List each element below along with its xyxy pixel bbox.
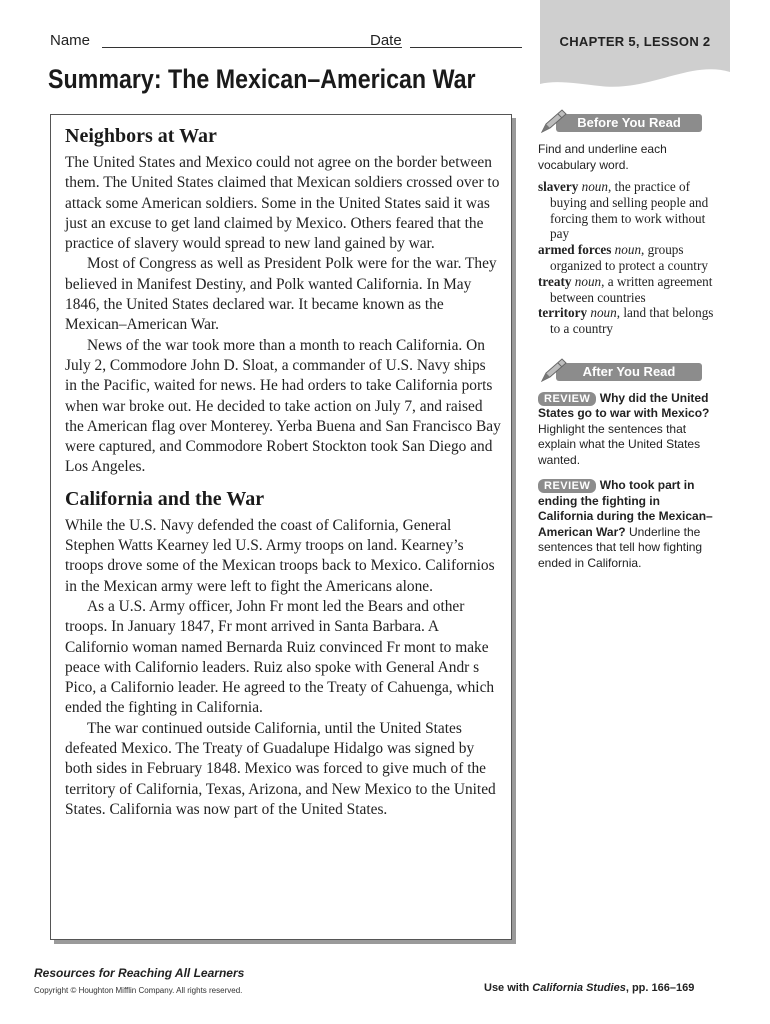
vocab-definition: , groups organized to protect a country	[550, 242, 708, 273]
book-title: California Studies	[532, 982, 626, 994]
copyright: Copyright © Houghton Mifflin Company. All rights reserved.	[34, 986, 243, 995]
use-with-prefix: Use with	[484, 982, 533, 994]
before-you-read-banner	[538, 108, 706, 134]
header-row	[50, 32, 526, 52]
vocab-item	[538, 274, 718, 306]
footer-reference	[484, 982, 694, 994]
name-label: Name	[50, 32, 91, 49]
pencil-icon	[538, 357, 568, 385]
after-you-read-banner	[538, 357, 706, 383]
vocab-definition: , land that belongs to a country	[550, 305, 714, 337]
vocab-definition: , a written agreement between countries	[550, 273, 713, 305]
section-heading-neighbors: Neighbors at War	[65, 125, 217, 147]
section-heading-california: California and the War	[65, 487, 265, 510]
paragraph: As a U.S. Army officer, John Fr mont led the Bears and other troops. In January 1847, Fr mont arrived in Santa Barbara. A Californio woman named Bernarda Ruiz convinced Fr mont to make peace with Californio leaders. Ruiz also spoke with General Andr s Pico, a Californio leader. He agreed to the Treaty of Cahuenga, which ended the fighting in California.	[65, 597, 495, 717]
vocab-term: territory	[538, 305, 588, 321]
paragraph: Most of Congress as well as President Polk were for the war. They believed in Manifest Destiny, and Polk wanted California. In May 1846, the United States declared war. It became known as the Mexican–American War.	[65, 255, 497, 334]
page-title: Summary: The Mexican–American War	[48, 64, 476, 94]
vocab-pos: noun	[581, 179, 608, 194]
paragraph: While the U.S. Navy defended the coast of California, General Stephen Watts Kearney led U.S. Army troops on land. Kearney’s troops drove some of the Mexican troops back to Mexico. Californios in the Mexican army were left to fight the Americans alone.	[65, 516, 495, 595]
vocab-list	[538, 179, 718, 337]
vocab-item	[538, 305, 718, 337]
vocab-definition: , the practice of buying and selling people and forcing them to work without pay	[550, 179, 709, 242]
review-badge: REVIEW	[538, 392, 596, 406]
vocab-pos: noun	[590, 305, 617, 321]
footer-left	[34, 966, 244, 995]
chapter-tab	[540, 0, 730, 104]
summary-text	[65, 123, 501, 820]
vocab-item	[538, 242, 718, 274]
paragraph: News of the war took more than a month to reach California. On July 2, Commodore John D. Sloat, a commander of U.S. Navy ships in the Pacific, waited for news. He had orders to take California ports when war broke out. He decided to take action on July 7, and raised the American flag over Monterey. Yerba Buena and San Francisco Bay were captured, and Commodore Robert Stockton took San Diego and Los Angeles.	[65, 336, 501, 476]
chapter-label: CHAPTER 5, LESSON 2	[559, 34, 711, 49]
chapter-tab-shape	[540, 0, 730, 104]
vocab-term: slavery	[538, 179, 579, 194]
date-line[interactable]	[410, 47, 522, 48]
review-instruction: Highlight the sentences that explain what the United States wanted.	[538, 421, 701, 467]
pencil-icon	[538, 108, 568, 136]
banner-label: Before You Read	[556, 114, 702, 132]
banner-label: After You Read	[556, 363, 702, 381]
vocab-item	[538, 179, 718, 242]
date-label: Date	[370, 32, 402, 49]
name-line[interactable]	[102, 47, 402, 48]
vocab-pos: noun	[574, 273, 602, 289]
summary-box	[50, 114, 512, 940]
vocab-term: treaty	[538, 273, 572, 289]
review-item	[538, 391, 718, 469]
page-range: , pp. 166–169	[625, 982, 695, 994]
paragraph: The United States and Mexico could not agree on the border between them. The United States claimed that Mexican soldiers crossed over to attack some American soldiers. Some in the United States said it was just an excuse to get land claimed by Mexico. Others feared that the practice of slavery would spread to new land gained by war.	[65, 154, 500, 253]
review-badge: REVIEW	[538, 479, 596, 493]
footer-resources: Resources for Reaching All Learners	[34, 966, 245, 980]
review-item	[538, 478, 718, 571]
vocab-pos: noun	[614, 242, 642, 258]
review-question: Why did the United States go to war with Mexico?	[538, 390, 710, 421]
review-instruction: Underline the sentences that tell how fighting ended in California.	[538, 524, 703, 570]
vocab-term: armed forces	[538, 242, 612, 258]
review-question: Who took part in ending the fighting in California during the Mexican–American War?	[538, 478, 713, 539]
sidebar	[538, 108, 718, 571]
paragraph: The war continued outside California, until the United States defeated Mexico. The Treaty of Guadalupe Hidalgo was signed by both sides in February 1848. Mexico was forced to give much of the territory of California, Texas, Arizona, and New Mexico to the United States. California was now part of the United States.	[65, 719, 496, 818]
vocab-instructions: Find and underline each vocabulary word.	[538, 142, 667, 172]
